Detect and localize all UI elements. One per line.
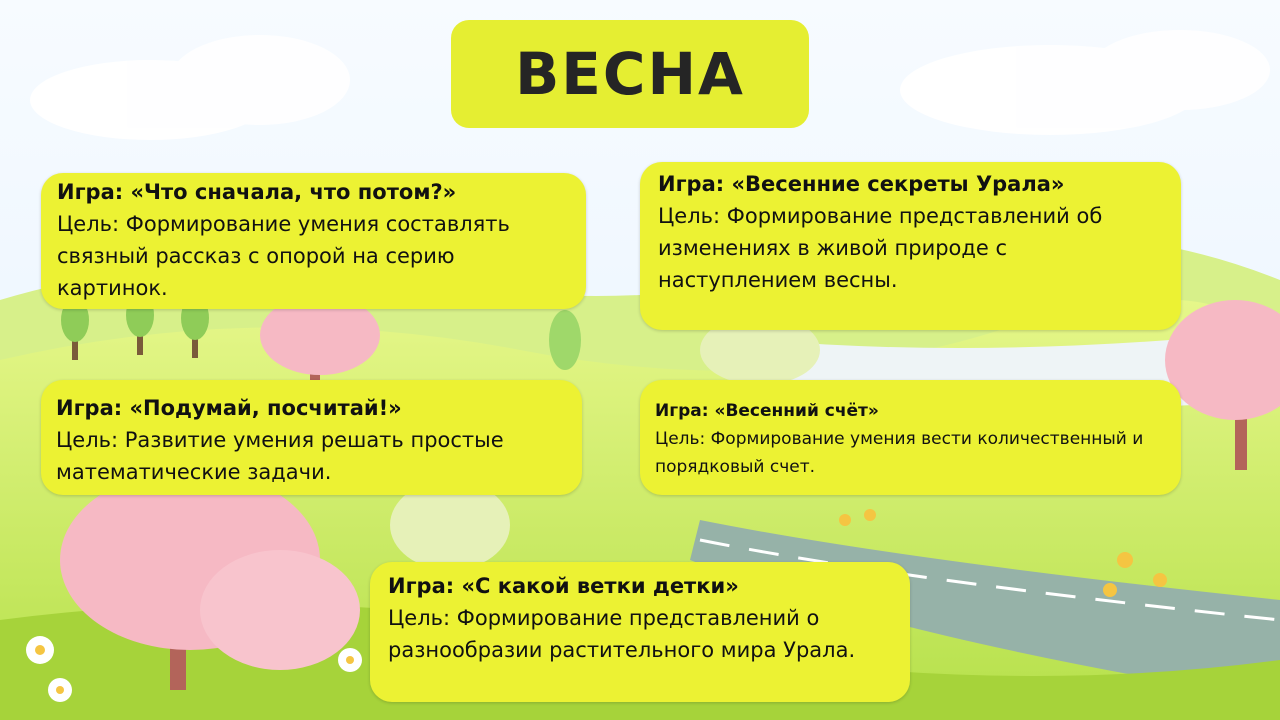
game-card-4	[640, 380, 1181, 495]
game-goal: Цель: Формирование умения вести количественный и порядковый счет.	[655, 429, 1144, 477]
game-name: Игра: «С какой ветки детки»	[388, 574, 739, 598]
game-goal: Цель: Развитие умения решать простые математические задачи.	[56, 428, 504, 484]
game-name: Игра: «Подумай, посчитай!»	[56, 396, 402, 420]
game-card-2	[640, 162, 1181, 330]
game-goal: Цель: Формирование представлений о разнообразии растительного мира Урала.	[388, 606, 856, 662]
game-name: Игра: «Весенние секреты Урала»	[658, 172, 1065, 196]
game-card-5	[370, 562, 910, 702]
slide-title: ВЕСНА	[515, 40, 745, 108]
game-name: Игра: «Что сначала, что потом?»	[57, 180, 457, 204]
game-card-3	[41, 380, 582, 495]
game-name: Игра: «Весенний счёт»	[655, 401, 879, 421]
game-card-1	[41, 173, 586, 309]
title-banner	[451, 20, 809, 128]
game-goal: Цель: Формирование умения составлять связный рассказ с опорой на серию картинок.	[57, 212, 510, 300]
game-goal: Цель: Формирование представлений об изменениях в живой природе с наступлением весны.	[658, 204, 1103, 292]
